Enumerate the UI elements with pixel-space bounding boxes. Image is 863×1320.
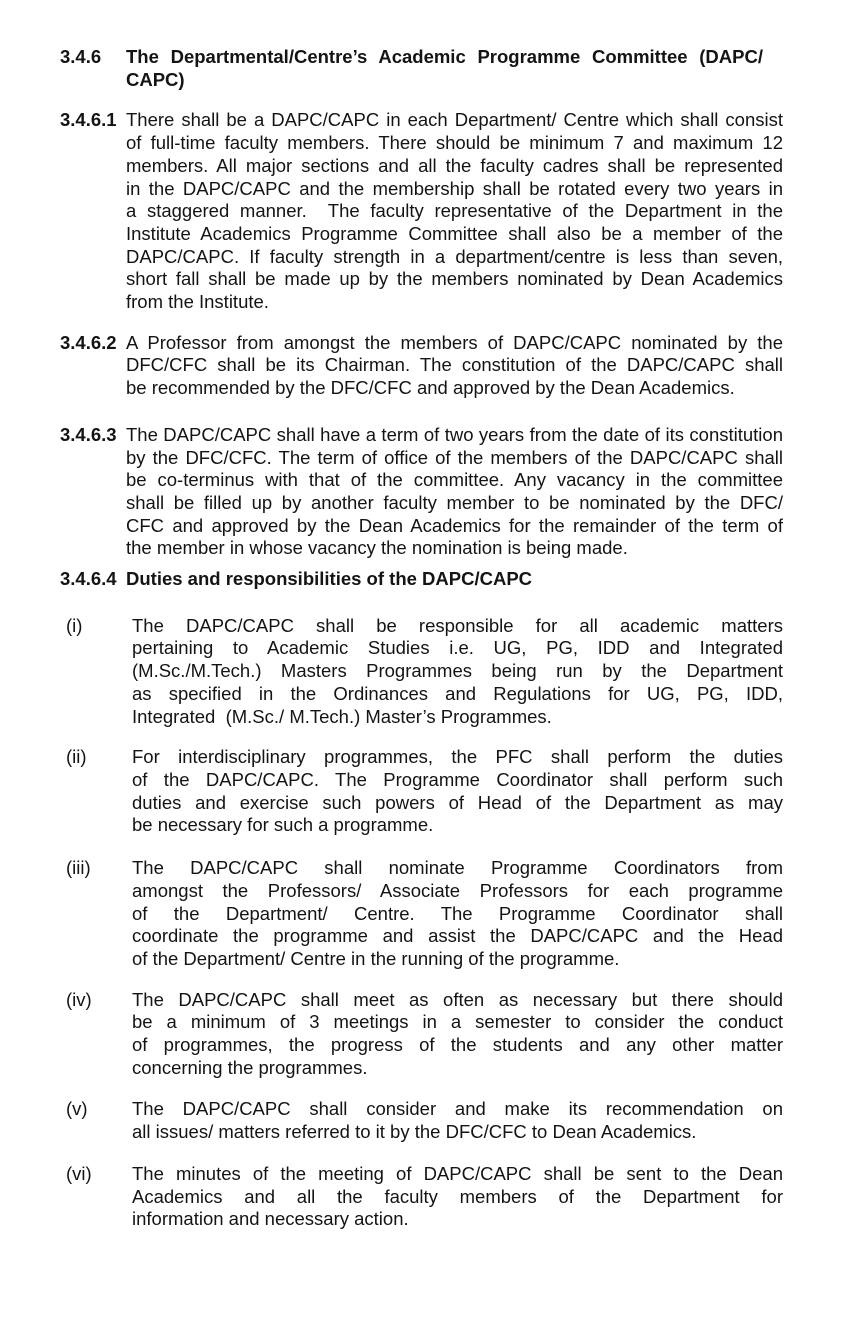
text-line: shall be filled up by another faculty member to be nominated by the DFC/ [126,491,783,513]
text-line: The Departmental/Centre’s Academic Programme Committee (DAPC/ [126,46,763,67]
block-text [132,989,783,1080]
text-line: of the Department/ Centre. The Programme Coordinator shall [132,902,783,924]
text-line: be recommended by the DFC/CFC and approved by the Dean Academics. [126,377,735,399]
text-line: pertaining to Academic Studies i.e. UG, PG, IDD and Integrated [132,637,783,659]
text-line: be co-terminus with that of the committee. Any vacancy in the committee [126,469,783,491]
section-number: 3.4.6 [60,46,102,67]
list-marker: (iv) [66,988,92,1010]
list-marker: (v) [66,1098,88,1120]
text-line: be a minimum of 3 meetings in a semester to consider the conduct [132,1011,783,1033]
block-text [126,424,783,560]
text-line: of the DAPC/CAPC. The Programme Coordinator shall perform such [132,768,783,790]
block-text [126,46,783,91]
text-line: coordinate the programme and assist the DAPC/CAPC and the Head [132,925,783,947]
text-line: by the DFC/CFC. The term of office of the members of the DAPC/CAPC shall [126,446,783,468]
section-number: 3.4.6.2 [60,331,117,353]
text-line: The DAPC/CAPC shall meet as often as necessary but there should [132,988,783,1010]
list-item-ii [60,746,783,837]
text-line: CAPC) [126,68,185,90]
list-item-i [60,615,783,729]
text-line: Duties and responsibilities of the DAPC/CAPC [126,568,533,590]
text-line: of full-time faculty members. There should be minimum 7 and maximum 12 [126,132,783,154]
text-line: Institute Academics Programme Committee shall also be a member of the [126,222,783,244]
text-line: be necessary for such a programme. [132,814,434,836]
text-line: A Professor from amongst the members of DAPC/CAPC nominated by the [126,331,783,353]
block-text [132,857,783,971]
block-text [126,332,783,400]
text-line: a staggered manner. The faculty representative of the Department in the [126,200,783,222]
list-marker: (iii) [66,857,91,879]
text-line: the member in whose vacancy the nomination is being made. [126,537,628,559]
subheading-3-4-6-4 [60,568,783,591]
section-number: 3.4.6.3 [60,423,117,445]
text-line: in the DAPC/CAPC and the membership shall be rotated every two years in [126,177,783,199]
list-marker: (vi) [66,1162,92,1184]
text-line: members. All major sections and all the faculty cadres shall be represented [126,154,783,176]
text-line: The DAPC/CAPC shall have a term of two years from the date of its constitution [126,423,783,445]
text-line: CFC and approved by the Dean Academics for the remainder of the term of [126,514,783,536]
text-line: The DAPC/CAPC shall be responsible for all academic matters [132,614,783,636]
text-line: Academics and all the faculty members of the Department for [132,1185,783,1207]
text-line: (M.Sc./M.Tech.) Masters Programmes being run by the Department [132,660,783,682]
section-number: 3.4.6.1 [60,109,117,131]
text-line: short fall shall be made up by the members nominated by Dean Academics [126,268,783,290]
block-text [126,568,783,591]
text-line: duties and exercise such powers of Head of the Department as may [132,791,783,813]
text-line: DAPC/CAPC. If faculty strength in a department/centre is less than seven, [126,245,783,267]
text-line: of the Department/ Centre in the running of the programme. [132,947,620,969]
section-number: 3.4.6.4 [60,568,117,590]
section-blocks [60,46,783,1231]
list-item-iv [60,989,783,1080]
list-marker: (i) [66,614,83,636]
block-text [132,746,783,837]
list-item-iii [60,857,783,971]
block-text [126,109,783,313]
text-line: Integrated (M.Sc./ M.Tech.) Master’s Programmes. [132,705,552,727]
list-marker: (ii) [66,746,87,768]
text-line: as specified in the Ordinances and Regulations for UG, PG, IDD, [132,682,783,704]
text-line: The DAPC/CAPC shall nominate Programme Coordinators from [132,857,783,879]
block-text [132,1163,783,1231]
list-item-vi [60,1163,783,1231]
text-line: The minutes of the meeting of DAPC/CAPC shall be sent to the Dean [132,1162,783,1184]
text-line: of programmes, the progress of the students and any other matter [132,1034,783,1056]
list-item-v [60,1098,783,1143]
text-line: The DAPC/CAPC shall consider and make its recommendation on [132,1098,783,1120]
heading-3-4-6 [60,46,783,91]
text-line: from the Institute. [126,291,269,313]
text-line: all issues/ matters referred to it by the DFC/CFC to Dean Academics. [132,1121,697,1143]
block-text [132,1098,783,1143]
paragraph-3-4-6-1 [60,109,783,313]
text-line: amongst the Professors/ Associate Professors for each programme [132,879,783,901]
text-line: DFC/CFC shall be its Chairman. The constitution of the DAPC/CAPC shall [126,354,783,376]
text-line: concerning the programmes. [132,1056,368,1078]
text-line: For interdisciplinary programmes, the PFC shall perform the duties [132,746,783,768]
paragraph-3-4-6-3 [60,424,783,560]
text-line: information and necessary action. [132,1208,409,1230]
paragraph-3-4-6-2 [60,332,783,400]
text-line: There shall be a DAPC/CAPC in each Department/ Centre which shall consist [126,109,783,131]
block-text [132,615,783,729]
